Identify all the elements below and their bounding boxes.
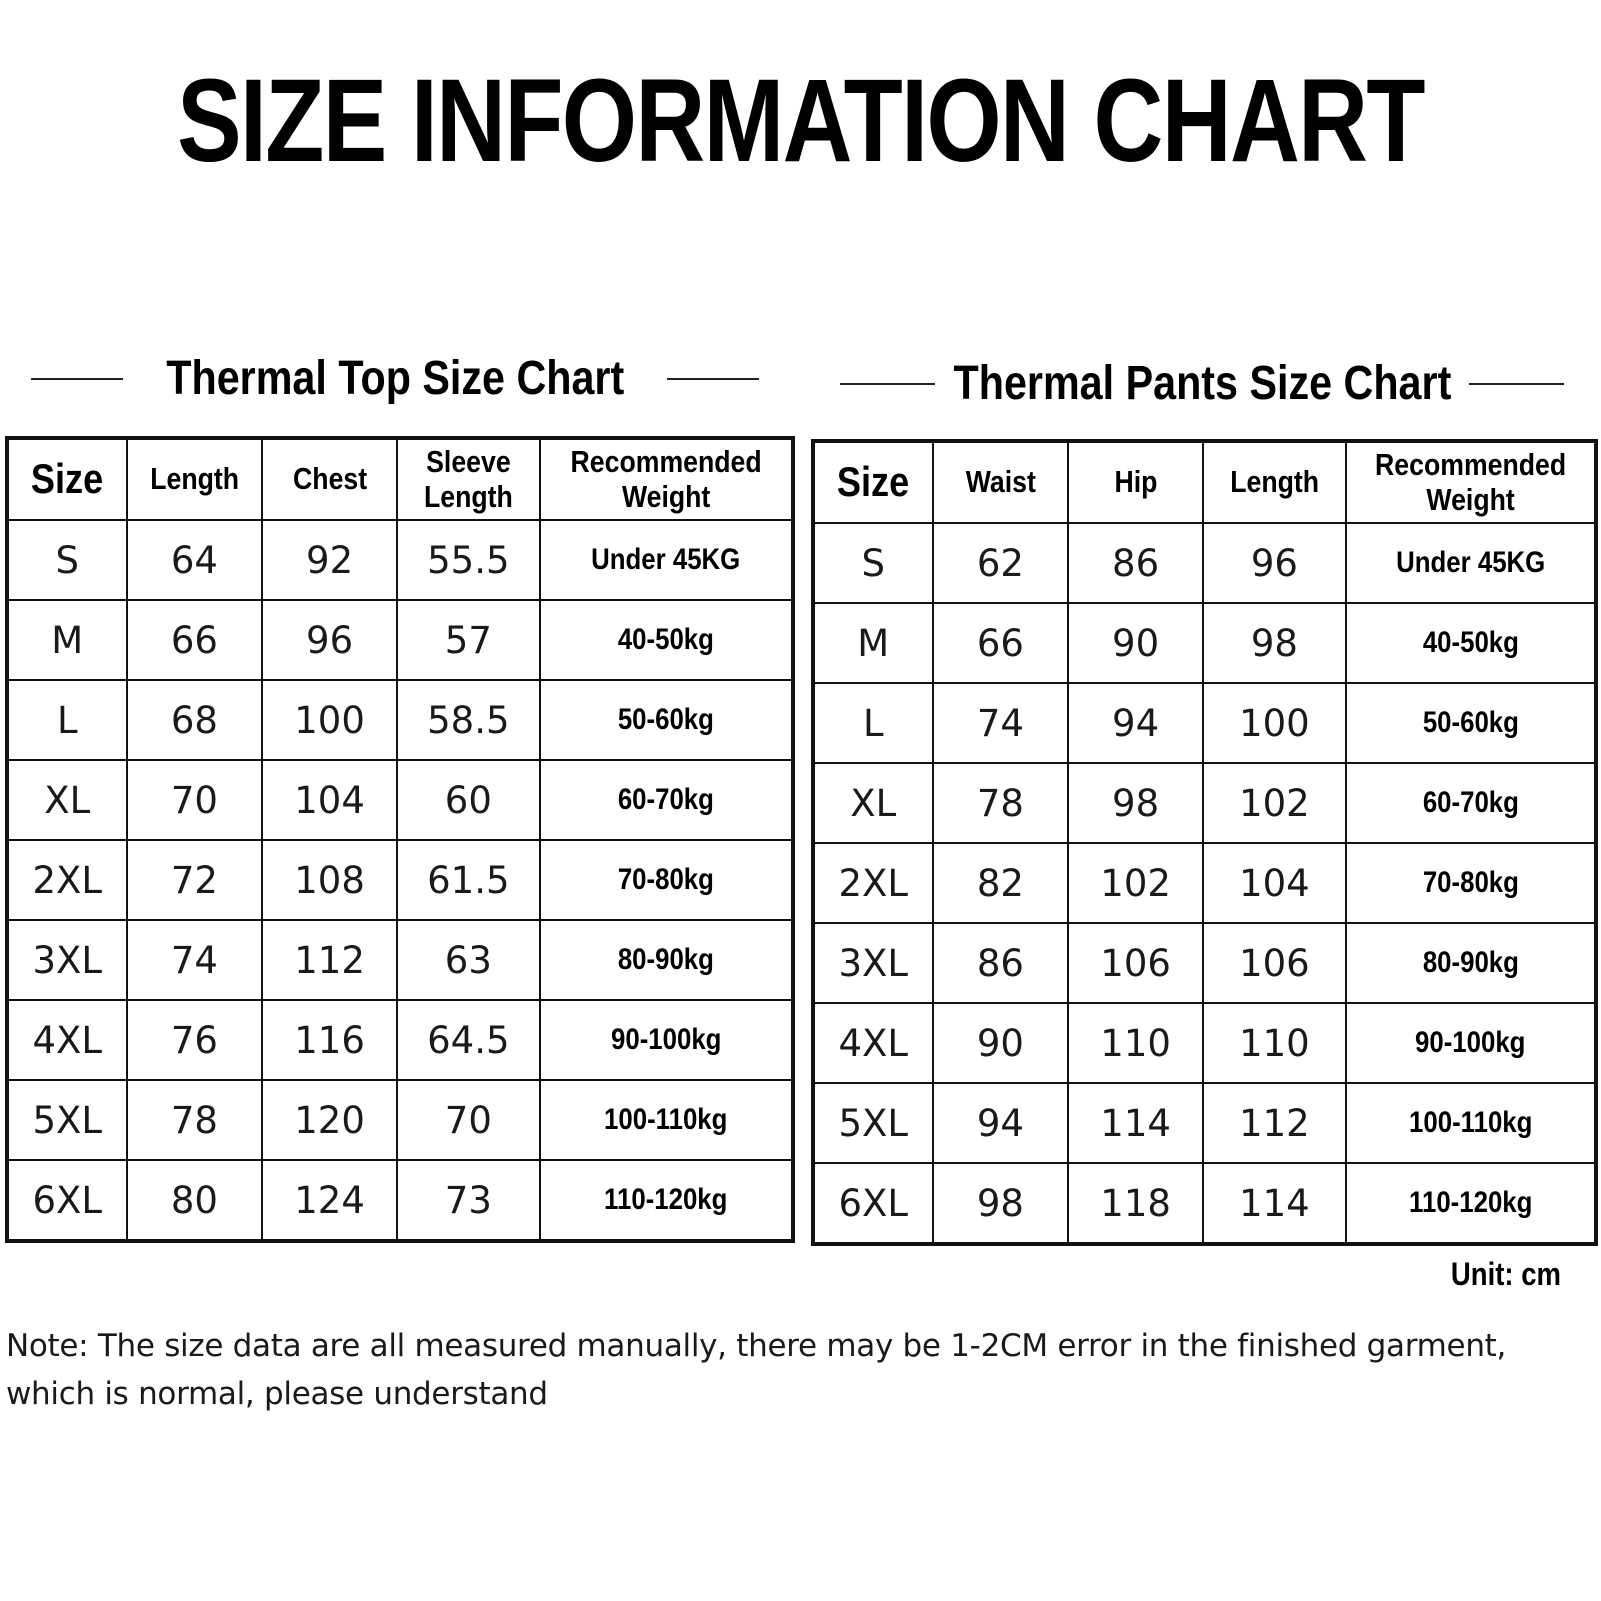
column-header — [813, 441, 933, 523]
measurement-cell: 102 — [1203, 763, 1346, 843]
table-row — [813, 923, 1596, 1003]
column-header-label: Waist — [965, 464, 1036, 500]
header-rule-left — [840, 383, 935, 385]
weight-cell — [540, 760, 793, 840]
weight-value: 110-120kg — [1408, 1186, 1533, 1219]
measurement-cell: 98 — [1203, 603, 1346, 683]
weight-value: 50-60kg — [1422, 706, 1519, 739]
weight-value: 50-60kg — [617, 703, 714, 736]
size-cell: M — [813, 603, 933, 683]
column-header — [540, 438, 793, 520]
table-row — [813, 1083, 1596, 1163]
measurement-cell: 108 — [262, 840, 397, 920]
weight-value: 80-90kg — [1422, 946, 1519, 979]
table-row — [813, 603, 1596, 683]
measurement-cell: 72 — [127, 840, 263, 920]
weight-cell — [1346, 603, 1596, 683]
measurement-cell: 86 — [933, 923, 1069, 1003]
column-header-label: Hip — [1114, 464, 1158, 500]
size-cell: XL — [7, 760, 127, 840]
table-row — [7, 1080, 793, 1160]
table-body — [7, 520, 793, 1241]
weight-cell — [540, 1160, 793, 1241]
size-cell: L — [7, 680, 127, 760]
column-header — [397, 438, 540, 520]
weight-cell — [540, 680, 793, 760]
measurement-cell: 100 — [1203, 683, 1346, 763]
size-cell: 4XL — [7, 1000, 127, 1080]
column-header — [7, 438, 127, 520]
weight-value: 60-70kg — [1422, 786, 1519, 819]
measurement-cell: 68 — [127, 680, 263, 760]
column-header — [1068, 441, 1203, 523]
column-header-label: Size — [31, 455, 104, 503]
size-cell: 6XL — [813, 1163, 933, 1244]
size-cell: 2XL — [813, 843, 933, 923]
measurement-cell: 78 — [127, 1080, 263, 1160]
size-cell: 3XL — [7, 920, 127, 1000]
column-header — [127, 438, 263, 520]
size-cell: M — [7, 600, 127, 680]
table-row — [813, 843, 1596, 923]
measurement-cell: 76 — [127, 1000, 263, 1080]
weight-cell — [540, 1000, 793, 1080]
measurement-cell: 106 — [1068, 923, 1203, 1003]
measurement-cell: 70 — [397, 1080, 540, 1160]
top-chart-title: Thermal Top Size Chart — [166, 352, 624, 405]
weight-value: 40-50kg — [1422, 626, 1519, 659]
table-row — [7, 680, 793, 760]
column-header-label: Size — [837, 458, 910, 506]
table-row — [7, 520, 793, 600]
weight-cell — [540, 600, 793, 680]
weight-cell — [1346, 1083, 1596, 1163]
measurement-cell: 90 — [1068, 603, 1203, 683]
size-cell: 5XL — [813, 1083, 933, 1163]
column-header — [1346, 441, 1596, 523]
measurement-cell: 90 — [933, 1003, 1069, 1083]
size-cell: 2XL — [7, 840, 127, 920]
weight-value: 70-80kg — [617, 863, 714, 896]
weight-cell — [1346, 1003, 1596, 1083]
measurement-cell: 82 — [933, 843, 1069, 923]
size-cell: 6XL — [7, 1160, 127, 1241]
measurement-cell: 70 — [127, 760, 263, 840]
table-row — [813, 683, 1596, 763]
measurement-cell: 55.5 — [397, 520, 540, 600]
table-header-row — [813, 441, 1596, 523]
measurement-cell: 66 — [933, 603, 1069, 683]
column-header-label: Recommended Weight — [1374, 447, 1566, 517]
weight-cell — [1346, 923, 1596, 1003]
table-row — [813, 523, 1596, 603]
measurement-cell: 63 — [397, 920, 540, 1000]
column-header — [262, 438, 397, 520]
size-cell: L — [813, 683, 933, 763]
measurement-cell: 114 — [1068, 1083, 1203, 1163]
table-row — [813, 1163, 1596, 1244]
weight-value: 60-70kg — [617, 783, 714, 816]
weight-value: 100-110kg — [604, 1103, 728, 1136]
measurement-cell: 74 — [127, 920, 263, 1000]
table-row — [7, 840, 793, 920]
weight-cell — [540, 920, 793, 1000]
measurement-cell: 94 — [933, 1083, 1069, 1163]
size-cell: S — [7, 520, 127, 600]
weight-value: 100-110kg — [1408, 1106, 1533, 1139]
measurement-cell: 73 — [397, 1160, 540, 1241]
measurement-cell: 86 — [1068, 523, 1203, 603]
table-row — [7, 760, 793, 840]
table-row — [7, 1160, 793, 1241]
measurement-cell: 102 — [1068, 843, 1203, 923]
measurement-cell: 66 — [127, 600, 263, 680]
column-header — [933, 441, 1069, 523]
weight-cell — [1346, 523, 1596, 603]
header-rule-right — [1469, 383, 1564, 385]
weight-cell — [1346, 683, 1596, 763]
pants-size-table — [811, 439, 1598, 1246]
measurement-cell: 112 — [1203, 1083, 1346, 1163]
measurement-cell: 112 — [262, 920, 397, 1000]
size-cell: 4XL — [813, 1003, 933, 1083]
weight-value: 90-100kg — [1415, 1026, 1526, 1059]
measurement-cell: 104 — [1203, 843, 1346, 923]
table-header-row — [7, 438, 793, 520]
weight-cell — [540, 1080, 793, 1160]
note-text: Note: The size data are all measured manually, there may be 1-2CM error in the finished garment, which is normal, please understand — [6, 1328, 1507, 1412]
column-header-label: Length — [149, 461, 239, 497]
measurement-cell: 64 — [127, 520, 263, 600]
weight-cell — [540, 840, 793, 920]
weight-value: 110-120kg — [604, 1183, 728, 1216]
measurement-cell: 110 — [1203, 1003, 1346, 1083]
measurement-cell: 98 — [933, 1163, 1069, 1244]
column-header-label: Chest — [292, 461, 367, 497]
unit-label: Unit: cm — [1450, 1256, 1561, 1292]
measurement-cell: 94 — [1068, 683, 1203, 763]
measurement-cell: 96 — [1203, 523, 1346, 603]
weight-cell — [540, 520, 793, 600]
measurement-cell: 110 — [1068, 1003, 1203, 1083]
pants-chart-header — [852, 357, 1552, 410]
measurement-cell: 62 — [933, 523, 1069, 603]
size-cell: 3XL — [813, 923, 933, 1003]
size-cell: S — [813, 523, 933, 603]
column-header-label: Recommended Weight — [570, 444, 762, 514]
size-cell: XL — [813, 763, 933, 843]
table-body — [813, 523, 1596, 1244]
measurement-cell: 58.5 — [397, 680, 540, 760]
measurement-cell: 92 — [262, 520, 397, 600]
page-title: SIZE INFORMATION CHART — [177, 55, 1424, 187]
table-row — [7, 1000, 793, 1080]
measurement-cell: 124 — [262, 1160, 397, 1241]
weight-value: 70-80kg — [1422, 866, 1519, 899]
top-size-table — [5, 436, 795, 1243]
measurement-cell: 104 — [262, 760, 397, 840]
top-chart-header — [40, 352, 750, 405]
measurement-cell: 61.5 — [397, 840, 540, 920]
table-row — [813, 763, 1596, 843]
measurement-cell: 120 — [262, 1080, 397, 1160]
measurement-cell: 100 — [262, 680, 397, 760]
measurement-cell: 118 — [1068, 1163, 1203, 1244]
column-header — [1203, 441, 1346, 523]
header-rule-left — [31, 378, 123, 380]
measurement-cell: 114 — [1203, 1163, 1346, 1244]
weight-value: 40-50kg — [617, 623, 714, 656]
measurement-cell: 116 — [262, 1000, 397, 1080]
table-row — [7, 920, 793, 1000]
weight-value: 90-100kg — [610, 1023, 722, 1056]
weight-value: Under 45KG — [1395, 546, 1545, 579]
pants-chart-title: Thermal Pants Size Chart — [953, 357, 1451, 410]
measurement-cell: 60 — [397, 760, 540, 840]
measurement-cell: 78 — [933, 763, 1069, 843]
table-row — [7, 600, 793, 680]
weight-value: Under 45KG — [591, 543, 741, 576]
measurement-cell: 64.5 — [397, 1000, 540, 1080]
measurement-cell: 80 — [127, 1160, 263, 1241]
weight-cell — [1346, 843, 1596, 923]
measurement-cell: 96 — [262, 600, 397, 680]
measurement-cell: 74 — [933, 683, 1069, 763]
measurement-cell: 106 — [1203, 923, 1346, 1003]
measurement-cell: 57 — [397, 600, 540, 680]
weight-cell — [1346, 1163, 1596, 1244]
weight-value: 80-90kg — [617, 943, 714, 976]
column-header-label: Length — [1229, 464, 1319, 500]
size-cell: 5XL — [7, 1080, 127, 1160]
column-header-label: Sleeve Length — [423, 444, 513, 514]
header-rule-right — [667, 378, 759, 380]
table-row — [813, 1003, 1596, 1083]
weight-cell — [1346, 763, 1596, 843]
measurement-cell: 98 — [1068, 763, 1203, 843]
